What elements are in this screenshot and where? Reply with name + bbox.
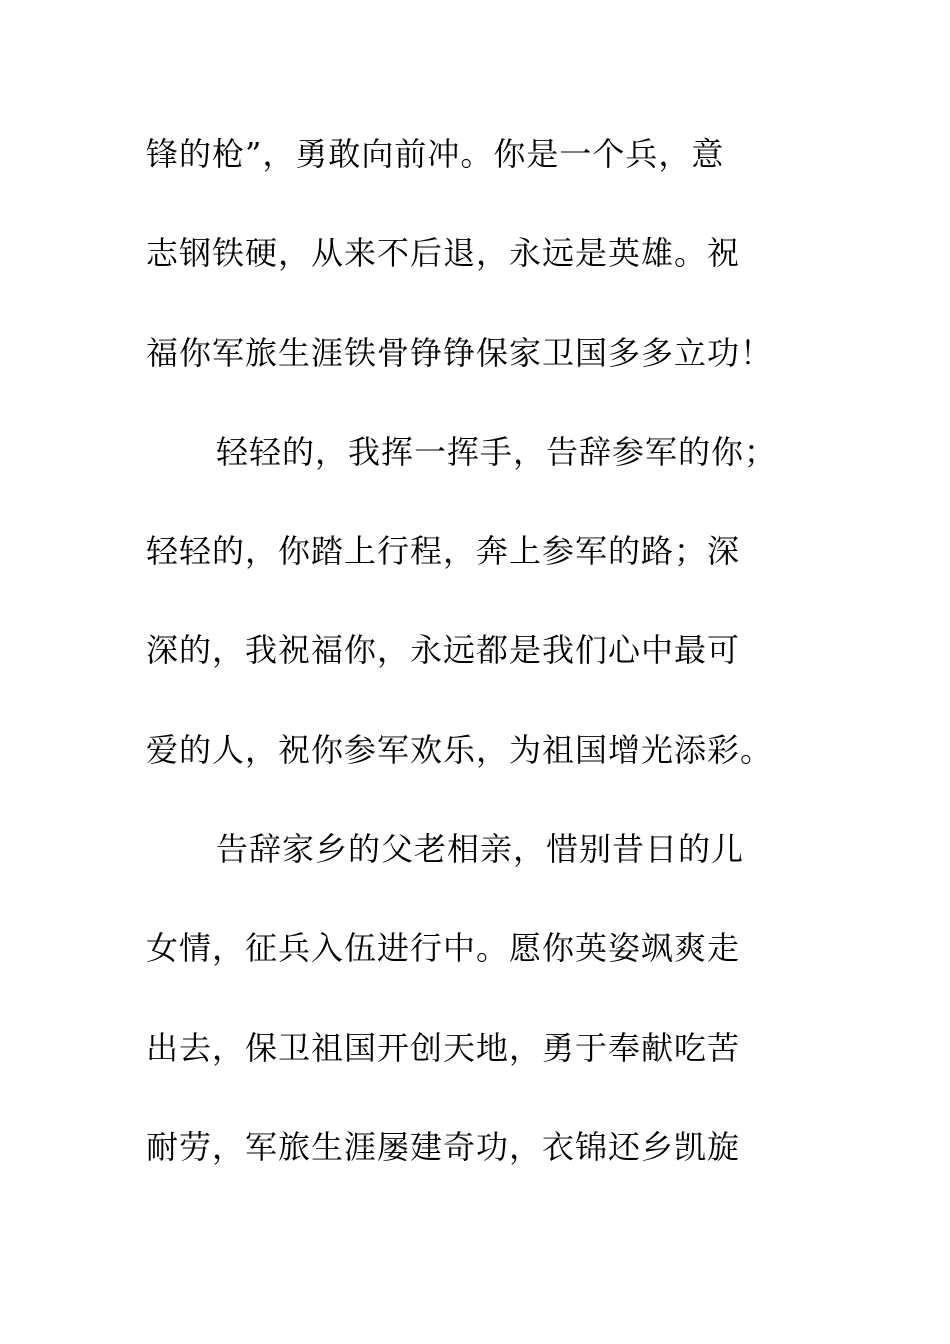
text-line-11: 耐劳，军旅生涯屡建奇功，衣锦还乡凯旋 [146,1127,741,1166]
text-line-7: 爱的人，祝你参军欢乐，为祖国增光添彩。 [146,730,774,769]
text-line-5: 轻轻的，你踏上行程，奔上参军的路；深 [146,532,741,571]
text-line-2: 志钢铁硬，从来不后退，永远是英雄。祝 [146,234,741,273]
text-line-10: 出去，保卫祖国开创天地，勇于奉献吃苦 [146,1028,741,1067]
text-line-1: 锋的枪”，勇敢向前冲。你是一个兵，意 [146,135,725,173]
document-body [146,122,826,1214]
text-line-9: 女情，征兵入伍进行中。愿你英姿飒爽走 [146,929,741,968]
text-line-4: 轻轻的，我挥一挥手，告辞参军的你； [216,432,778,471]
text-line-6: 深的，我祝福你，永远都是我们心中最可 [146,631,741,670]
text-line-3: 福你军旅生涯铁骨铮铮保家卫国多多立功！ [146,333,774,372]
text-line-8: 告辞家乡的父老相亲，惜别昔日的儿 [216,830,745,869]
